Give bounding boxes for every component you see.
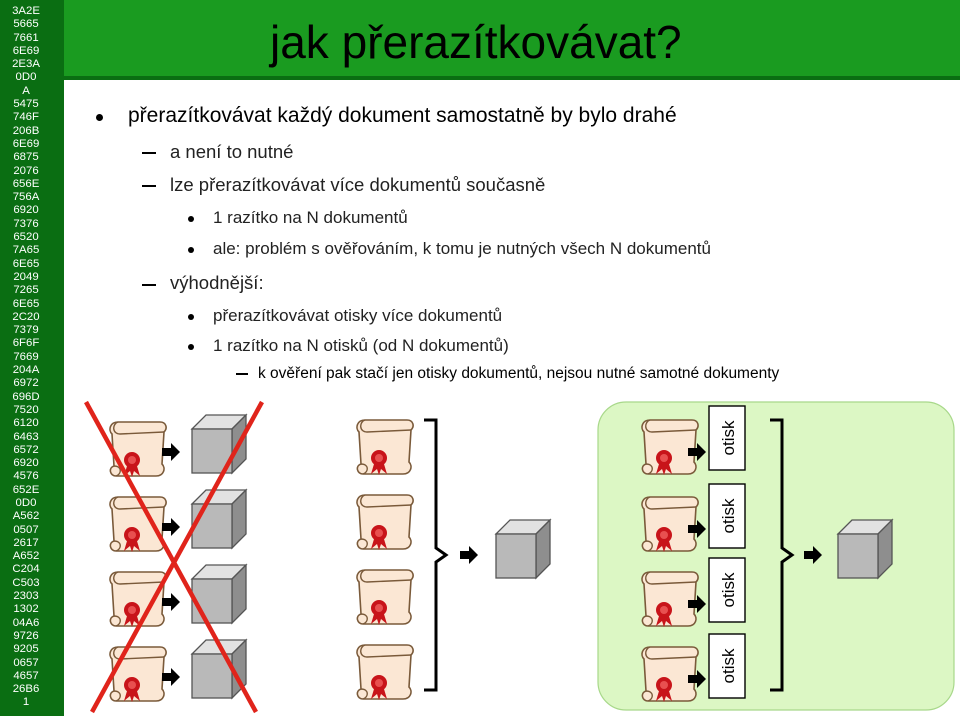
hex-code: 6E69 [12, 137, 40, 150]
hex-code: 04A6 [12, 616, 40, 629]
arrow-icon [162, 593, 180, 611]
hex-code: 2C20 [12, 310, 40, 323]
bullet-level4: k ověření pak stačí jen otisky dokumentů, nejsou nutné samotné dokumenty [258, 365, 780, 382]
otisk-label: otisk [719, 498, 738, 534]
otisk-label: otisk [719, 420, 738, 456]
hex-code: A652 [12, 550, 40, 563]
stamped-document-icon [642, 647, 698, 702]
grouping-brace [424, 420, 446, 690]
hex-code: 2303 [13, 590, 39, 603]
hex-code: 0657 [13, 656, 39, 669]
hex-code: 746F [13, 111, 39, 124]
hex-code: 0507 [13, 523, 39, 536]
hex-code: A [22, 84, 30, 97]
hex-code: 7669 [13, 350, 39, 363]
stamped-document-icon [357, 645, 413, 700]
hex-code: 656E [12, 177, 40, 190]
hex-code: 206B [12, 124, 40, 137]
hex-code: 0D0 [15, 71, 37, 84]
arrow-icon [162, 668, 180, 686]
stamped-document-icon [357, 420, 413, 475]
hex-code: 7379 [13, 324, 39, 337]
hex-code: 7376 [13, 217, 39, 230]
hex-code: 6875 [13, 151, 39, 164]
hex-code: 5475 [13, 98, 39, 111]
hex-code: 6E69 [12, 44, 40, 57]
stamped-document-icon [110, 422, 166, 477]
arrow-icon [460, 546, 478, 564]
bullet-level3: 1 razítko na N dokumentů [213, 208, 408, 227]
hex-code: 204A [12, 364, 40, 377]
hex-code: 4576 [13, 470, 39, 483]
hex-code: 7265 [13, 284, 39, 297]
hex-code: 756A [12, 191, 40, 204]
hex-code: 5665 [13, 18, 39, 31]
hex-code: 6E65 [12, 257, 40, 270]
bullet-level3: přerazítkovávat otisky více dokumentů [213, 306, 503, 325]
hex-code: 6520 [13, 231, 39, 244]
hex-code: 696D [12, 390, 40, 403]
hex-code: 9726 [13, 629, 39, 642]
hex-code: 6120 [13, 417, 39, 430]
stamped-document-icon [642, 497, 698, 552]
timestamp-box-icon [496, 520, 550, 578]
stamped-document-icon [642, 420, 698, 475]
hex-code: 6920 [13, 204, 39, 217]
hex-code: 7661 [13, 31, 39, 44]
hex-code: 9205 [13, 643, 39, 656]
stamped-document-icon [357, 570, 413, 625]
bullet-level2: lze přerazítkovávat více dokumentů současně [170, 174, 546, 195]
bullet-level1: přerazítkovávat každý dokument samostatně by bylo drahé [128, 104, 677, 127]
hex-code: 4657 [13, 669, 39, 682]
hex-code: C204 [12, 563, 40, 576]
hex-code: 2617 [13, 536, 39, 549]
hex-code: 2049 [13, 270, 39, 283]
hex-code: 6463 [13, 430, 39, 443]
stamped-document-icon [642, 572, 698, 627]
hex-code: 26B6 [12, 683, 40, 696]
bullet-level3: 1 razítko na N otisků (od N dokumentů) [213, 336, 509, 355]
hex-code: 3A2E [12, 5, 40, 17]
bullet-level2: a není to nutné [170, 141, 294, 162]
hex-code: 6920 [13, 457, 39, 470]
hex-code: 652E [12, 483, 40, 496]
hex-code: 1302 [13, 603, 39, 616]
arrow-icon [162, 518, 180, 536]
hex-code: 6572 [13, 443, 39, 456]
stamped-document-icon [357, 495, 413, 550]
timestamp-box-icon [838, 520, 892, 578]
otisk-label: otisk [719, 648, 738, 684]
bullet-level2: výhodnější: [170, 272, 264, 293]
hex-code: 2E3A [12, 58, 40, 71]
hex-code: 7A65 [12, 244, 40, 257]
hex-code: 6972 [13, 377, 39, 390]
otisk-label: otisk [719, 572, 738, 608]
hex-code: 1 [22, 696, 30, 709]
slide-title: jak přerazítkovávat? [270, 16, 682, 68]
stamped-document-icon [110, 572, 166, 627]
stamped-document-icon [110, 497, 166, 552]
hex-code: 2076 [13, 164, 39, 177]
hex-code: 6E65 [12, 297, 40, 310]
bullet-level3: ale: problém s ověřováním, k tomu je nutných všech N dokumentů [213, 239, 711, 258]
hex-code: C503 [12, 576, 40, 589]
stamped-document-icon [110, 647, 166, 702]
hex-code: 6F6F [12, 337, 40, 350]
hex-code: 0D0 [15, 496, 37, 509]
arrow-icon [162, 443, 180, 461]
hex-code: 7520 [13, 403, 39, 416]
hex-code: A562 [12, 510, 40, 523]
